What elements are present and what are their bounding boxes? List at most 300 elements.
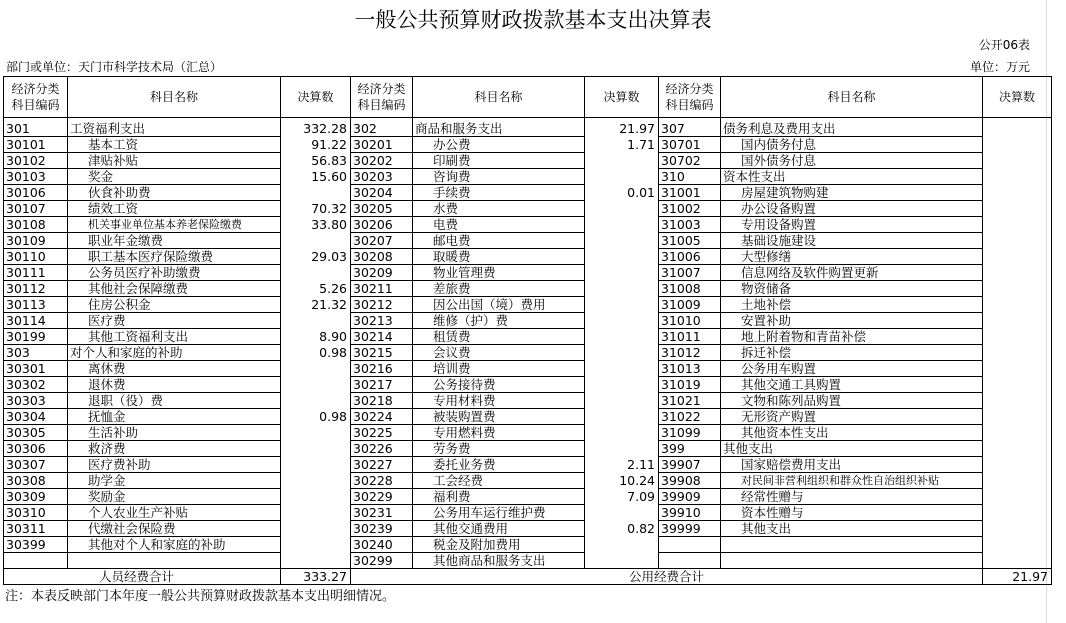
table-row [4,425,1052,441]
cell-name: 伙食补助费 [68,185,281,201]
table-row [4,377,1052,393]
cell-name: 工会经费 [413,473,585,489]
cell-name: 资本性支出 [721,169,983,185]
cell-code: 39910 [659,505,721,521]
cell-amount: 2.11 [585,457,659,473]
cell-amount [281,553,351,569]
cell-code: 30228 [351,473,413,489]
cell-code: 30211 [351,281,413,297]
totals-row [4,569,1052,585]
cell-name: 奖金 [68,169,281,185]
table-row [4,521,1052,537]
cell-code: 30306 [4,441,68,457]
cell-amount: 0.98 [281,409,351,425]
cell-name: 福利费 [413,489,585,505]
cell-name: 电费 [413,217,585,233]
cell-code: 30214 [351,329,413,345]
cell-amount [281,441,351,457]
cell-name: 代缴社会保险费 [68,521,281,537]
cell-name: 离休费 [68,361,281,377]
table-row [4,249,1052,265]
cell-code: 30702 [659,153,721,169]
cell-amount [983,441,1052,457]
cell-code: 30102 [4,153,68,169]
table-row [4,233,1052,249]
cell-amount [585,297,659,313]
cell-code: 30301 [4,361,68,377]
cell-code: 39909 [659,489,721,505]
cell-name: 其他对个人和家庭的补助 [68,537,281,553]
cell-name: 差旅费 [413,281,585,297]
cell-name: 手续费 [413,185,585,201]
cell-code: 30101 [4,137,68,153]
cell-amount [983,169,1052,185]
cell-name: 无形资产购置 [721,409,983,425]
cell-name: 国外债务付息 [721,153,983,169]
cell-code: 30208 [351,249,413,265]
cell-code: 30201 [351,137,413,153]
cell-name: 医疗费补助 [68,457,281,473]
cell-code: 30303 [4,393,68,409]
cell-name: 资本性赠与 [721,505,983,521]
cell-amount [983,489,1052,505]
cell-amount [983,377,1052,393]
cell-code: 31006 [659,249,721,265]
cell-code: 31019 [659,377,721,393]
cell-code: 30202 [351,153,413,169]
cell-amount [585,441,659,457]
cell-name: 土地补偿 [721,297,983,313]
cell-code: 30310 [4,505,68,521]
cell-name: 水费 [413,201,585,217]
cell-code: 30216 [351,361,413,377]
cell-name: 取暖费 [413,249,585,265]
cell-code: 30213 [351,313,413,329]
cell-amount [585,393,659,409]
cell-amount [983,329,1052,345]
table-row [4,361,1052,377]
personnel-total-label: 人员经费合计 [4,569,281,585]
cell-amount [983,233,1052,249]
cell-name: 安置补助 [721,313,983,329]
cell-code: 30240 [351,537,413,553]
cell-code: 30109 [4,233,68,249]
cell-code: 31022 [659,409,721,425]
cell-amount [983,521,1052,537]
header-name: 科目名称 [68,77,281,118]
cell-name: 国内债务付息 [721,137,983,153]
unit-label: 单位：万元 [969,60,1030,74]
table-row [4,553,1052,569]
cell-name: 经常性赠与 [721,489,983,505]
cell-name: 会议费 [413,345,585,361]
cell-code: 31021 [659,393,721,409]
cell-name: 住房公积金 [68,297,281,313]
cell-code: 30212 [351,297,413,313]
cell-name: 机关事业单位基本养老保险缴费 [68,217,281,233]
cell-code: 39907 [659,457,721,473]
header-name: 科目名称 [721,77,983,118]
cell-code: 30215 [351,345,413,361]
cell-name: 被装购置费 [413,409,585,425]
cell-code: 301 [4,121,68,137]
cell-code: 30114 [4,313,68,329]
cell-code: 31099 [659,425,721,441]
header-amount: 决算数 [585,77,659,118]
cell-name: 信息网络及软件购置更新 [721,265,983,281]
cell-amount: 1.71 [585,137,659,153]
cell-amount [983,393,1052,409]
cell-amount [983,537,1052,553]
cell-name: 房屋建筑物购建 [721,185,983,201]
cell-amount [983,265,1052,281]
personnel-total-value: 333.27 [281,569,351,585]
cell-name: 印刷费 [413,153,585,169]
cell-name: 医疗费 [68,313,281,329]
cell-amount [281,361,351,377]
cell-amount [281,489,351,505]
public-total-label: 公用经费合计 [351,569,983,585]
cell-code: 31012 [659,345,721,361]
cell-name: 劳务费 [413,441,585,457]
cell-amount [585,281,659,297]
table-row [4,121,1052,137]
cell-code: 31005 [659,233,721,249]
cell-code: 30227 [351,457,413,473]
cell-name: 其他社会保障缴费 [68,281,281,297]
table-row [4,505,1052,521]
cell-name: 助学金 [68,473,281,489]
cell-name: 对个人和家庭的补助 [68,345,281,361]
cell-name: 津贴补贴 [68,153,281,169]
cell-name: 国家赔偿费用支出 [721,457,983,473]
cell-name: 税金及附加费用 [413,537,585,553]
cell-code: 31002 [659,201,721,217]
cell-name: 生活补助 [68,425,281,441]
cell-amount [585,169,659,185]
cell-amount [281,265,351,281]
cell-name: 其他工资福利支出 [68,329,281,345]
cell-amount [281,233,351,249]
cell-code: 39999 [659,521,721,537]
table-row [4,281,1052,297]
cell-name: 邮电费 [413,233,585,249]
cell-amount [281,505,351,521]
cell-code: 30231 [351,505,413,521]
cell-amount: 21.97 [585,121,659,137]
cell-amount [585,249,659,265]
cell-code: 31009 [659,297,721,313]
cell-name: 个人农业生产补贴 [68,505,281,521]
cell-code: 39908 [659,473,721,489]
cell-amount: 332.28 [281,121,351,137]
cell-amount [585,233,659,249]
table-row [4,473,1052,489]
cell-amount [983,201,1052,217]
footnote: 注：本表反映部门本年度一般公共预算财政拨款基本支出明细情况。 [5,589,396,604]
table-row [4,441,1052,457]
cell-code: 30299 [351,553,413,569]
cell-amount [281,457,351,473]
cell-code: 30304 [4,409,68,425]
cell-name: 职工基本医疗保险缴费 [68,249,281,265]
cell-name: 债务利息及费用支出 [721,121,983,137]
table-row [4,489,1052,505]
cell-code: 30199 [4,329,68,345]
cell-code: 30307 [4,457,68,473]
cell-amount [983,457,1052,473]
table-row [4,345,1052,361]
cell-code: 30224 [351,409,413,425]
cell-amount [585,217,659,233]
cell-code: 30112 [4,281,68,297]
cell-amount [281,537,351,553]
cell-code: 310 [659,169,721,185]
cell-name: 物资储备 [721,281,983,297]
cell-code: 31003 [659,217,721,233]
cell-code: 30113 [4,297,68,313]
cell-amount [983,345,1052,361]
cell-name: 大型修缮 [721,249,983,265]
cell-name: 其他交通工具购置 [721,377,983,393]
cell-code: 30110 [4,249,68,265]
cell-amount [281,185,351,201]
cell-code: 31008 [659,281,721,297]
cell-name: 职业年金缴费 [68,233,281,249]
cell-amount [983,425,1052,441]
cell-name: 救济费 [68,441,281,457]
cell-amount [585,313,659,329]
cell-amount [983,137,1052,153]
cell-code: 30218 [351,393,413,409]
cell-amount [585,505,659,521]
cell-code: 30399 [4,537,68,553]
cell-amount [281,393,351,409]
cell-code: 30205 [351,201,413,217]
cell-amount [585,201,659,217]
cell-code: 30309 [4,489,68,505]
cell-name [68,553,281,569]
cell-code: 30311 [4,521,68,537]
table-row [4,297,1052,313]
header-code: 经济分类科目编码 [4,77,68,118]
header-name: 科目名称 [413,77,585,118]
cell-amount [585,377,659,393]
cell-amount [585,537,659,553]
cell-name: 拆迁补偿 [721,345,983,361]
cell-amount: 70.32 [281,201,351,217]
cell-name: 租赁费 [413,329,585,345]
table-row [4,313,1052,329]
cell-amount: 15.60 [281,169,351,185]
cell-amount [281,473,351,489]
cell-amount: 56.83 [281,153,351,169]
page-title: 一般公共预算财政拨款基本支出决算表 [354,8,712,32]
cell-code: 30701 [659,137,721,153]
cell-name: 其他支出 [721,521,983,537]
cell-code: 30206 [351,217,413,233]
cell-name: 商品和服务支出 [413,121,585,137]
header-code: 经济分类科目编码 [351,77,413,118]
cell-code: 31013 [659,361,721,377]
cell-amount [983,281,1052,297]
cell-amount: 0.82 [585,521,659,537]
cell-code [4,553,68,569]
expenditure-table [3,76,1052,585]
cell-code: 31010 [659,313,721,329]
cell-name [721,537,983,553]
cell-name: 基本工资 [68,137,281,153]
cell-code: 30239 [351,521,413,537]
cell-amount: 21.32 [281,297,351,313]
cell-amount [585,553,659,569]
cell-code: 30207 [351,233,413,249]
cell-code: 30111 [4,265,68,281]
cell-name: 维修（护）费 [413,313,585,329]
cell-amount [983,153,1052,169]
cell-name: 其他支出 [721,441,983,457]
cell-amount [281,425,351,441]
cell-amount [585,409,659,425]
cell-name: 因公出国（境）费用 [413,297,585,313]
cell-code: 30106 [4,185,68,201]
cell-code: 302 [351,121,413,137]
cell-name: 培训费 [413,361,585,377]
cell-name: 其他商品和服务支出 [413,553,585,569]
cell-amount [983,409,1052,425]
cell-name [721,553,983,569]
cell-name: 抚恤金 [68,409,281,425]
table-row [4,201,1052,217]
cell-amount [585,361,659,377]
cell-code: 30217 [351,377,413,393]
cell-amount: 8.90 [281,329,351,345]
table-row [4,329,1052,345]
cell-code: 30209 [351,265,413,281]
cell-code: 30108 [4,217,68,233]
cell-name: 其他资本性支出 [721,425,983,441]
cell-name: 物业管理费 [413,265,585,281]
cell-code: 31001 [659,185,721,201]
cell-code: 30107 [4,201,68,217]
table-row [4,169,1052,185]
table-row [4,137,1052,153]
cell-name: 退职（役）费 [68,393,281,409]
cell-amount [585,425,659,441]
cell-amount: 91.22 [281,137,351,153]
cell-amount [585,345,659,361]
cell-amount [983,217,1052,233]
cell-code: 30305 [4,425,68,441]
header-amount: 决算数 [281,77,351,118]
cell-code [659,537,721,553]
cell-amount: 7.09 [585,489,659,505]
cell-code: 30225 [351,425,413,441]
cell-amount [281,313,351,329]
cell-name: 办公设备购置 [721,201,983,217]
cell-amount: 33.80 [281,217,351,233]
cell-name: 其他交通费用 [413,521,585,537]
cell-name: 专用材料费 [413,393,585,409]
cell-name: 地上附着物和青苗补偿 [721,329,983,345]
cell-amount: 10.24 [585,473,659,489]
cell-code: 30203 [351,169,413,185]
cell-amount: 0.98 [281,345,351,361]
cell-name: 专用设备购置 [721,217,983,233]
cell-code: 30308 [4,473,68,489]
cell-amount [281,521,351,537]
header-code: 经济分类科目编码 [659,77,721,118]
cell-amount [983,505,1052,521]
cell-name: 公务员医疗补助缴费 [68,265,281,281]
table-row [4,217,1052,233]
cell-code: 30204 [351,185,413,201]
table-row [4,409,1052,425]
cell-name: 办公费 [413,137,585,153]
cell-code [659,553,721,569]
cell-amount: 29.03 [281,249,351,265]
cell-amount [983,249,1052,265]
cell-name: 工资福利支出 [68,121,281,137]
cell-name: 公务接待费 [413,377,585,393]
cell-amount [585,153,659,169]
cell-amount [281,377,351,393]
cell-code: 303 [4,345,68,361]
cell-code: 31011 [659,329,721,345]
table-row [4,185,1052,201]
cell-code: 30302 [4,377,68,393]
table-row [4,265,1052,281]
table-row [4,153,1052,169]
cell-name: 专用燃料费 [413,425,585,441]
cell-name: 绩效工资 [68,201,281,217]
table-row [4,457,1052,473]
table-code: 公开06表 [978,38,1030,52]
cell-amount [585,265,659,281]
cell-name: 文物和陈列品购置 [721,393,983,409]
department-label: 部门或单位：天门市科学技术局（汇总） [6,60,223,74]
cell-name: 公务用车运行维护费 [413,505,585,521]
table-row [4,537,1052,553]
cell-amount [585,329,659,345]
cell-amount [983,185,1052,201]
cell-name: 退休费 [68,377,281,393]
cell-amount [983,473,1052,489]
cell-name: 基础设施建设 [721,233,983,249]
cell-amount [983,297,1052,313]
cell-name: 奖励金 [68,489,281,505]
cell-amount [983,121,1052,137]
cell-code: 30103 [4,169,68,185]
cell-amount [983,313,1052,329]
cell-amount [983,553,1052,569]
cell-amount [983,361,1052,377]
cell-code: 30229 [351,489,413,505]
table-row [4,393,1052,409]
cell-name: 咨询费 [413,169,585,185]
cell-name: 对民间非营利组织和群众性自治组织补贴 [721,473,983,489]
cell-code: 307 [659,121,721,137]
public-total-value: 21.97 [983,569,1052,585]
table-body [4,118,1052,569]
cell-code: 31007 [659,265,721,281]
table-header-row [4,77,1052,118]
header-amount: 决算数 [983,77,1052,118]
cell-code: 399 [659,441,721,457]
cell-amount: 5.26 [281,281,351,297]
cell-amount: 0.01 [585,185,659,201]
cell-name: 委托业务费 [413,457,585,473]
